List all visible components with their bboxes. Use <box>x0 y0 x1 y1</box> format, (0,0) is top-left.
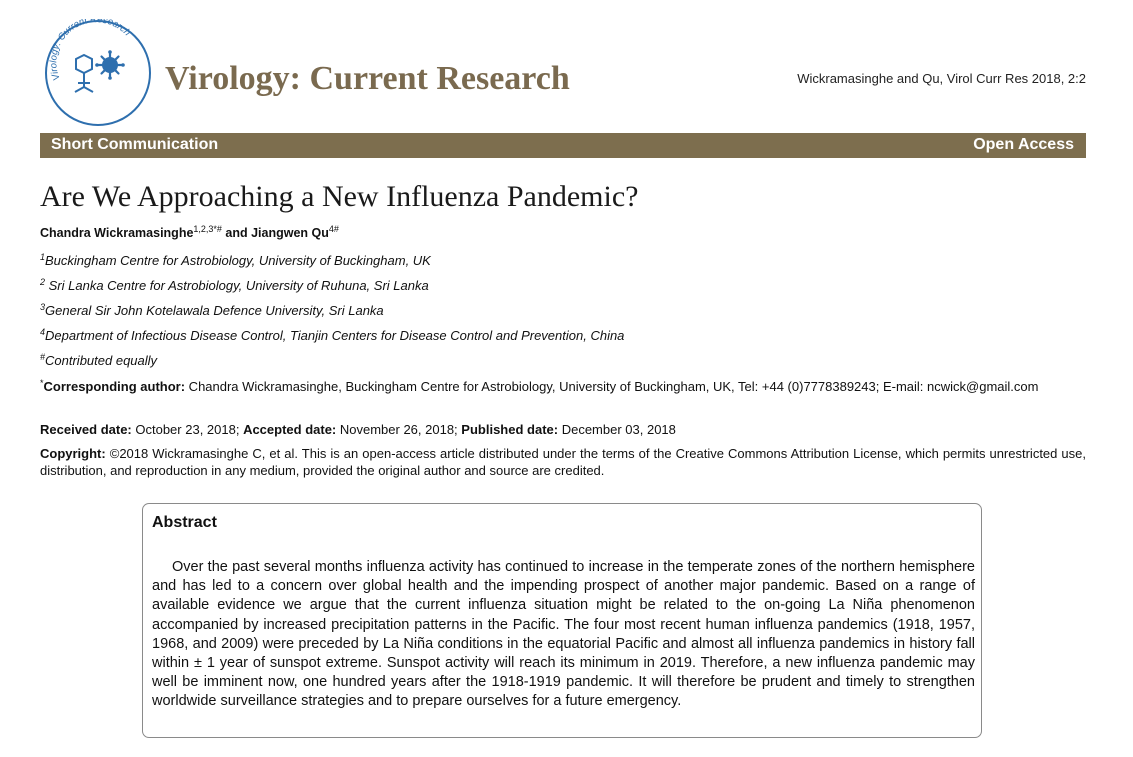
affiliation-text: General Sir John Kotelawala Defence University, Sri Lanka <box>45 303 384 318</box>
virus-logo-icon <box>44 19 152 127</box>
affiliation <box>40 278 429 293</box>
affiliation-text: Sri Lanka Centre for Astrobiology, University of Ruhuna, Sri Lanka <box>45 278 429 293</box>
author-affiliation-marks: 4# <box>328 224 339 234</box>
affiliation-mark: 1 <box>40 252 46 262</box>
logo-text: Virology: Current Research <box>48 19 133 82</box>
affiliation-mark: 4 <box>40 327 46 337</box>
corresponding-mark: * <box>40 378 44 388</box>
accepted-label: Accepted date: <box>243 422 337 437</box>
article-type-bar <box>40 133 1086 158</box>
published-label: Published date: <box>461 422 559 437</box>
author-name[interactable]: Jiangwen Qu <box>251 226 329 240</box>
copyright-text: ©2018 Wickramasinghe C, et al. This is an open-access article distributed under the terms of the Creative Commons Attribution License, which permits unrestricted use, distribution, and reproduction in any medium, provided the original author and source are credited. <box>40 446 1086 478</box>
received-date: October 23, 2018; <box>131 422 244 437</box>
affiliation-text: Buckingham Centre for Astrobiology, University of Buckingham, UK <box>45 253 431 268</box>
article-type-label: Short Communication <box>51 136 219 153</box>
affiliation-mark: 2 <box>40 277 46 287</box>
published-date: December 03, 2018 <box>558 422 676 437</box>
affiliation <box>40 303 384 318</box>
abstract-heading: Abstract <box>152 514 217 531</box>
abstract-box <box>142 503 982 738</box>
contribution-text: Contributed equally <box>45 353 158 368</box>
affiliation-mark: 3 <box>40 302 46 312</box>
corresponding-text: Chandra Wickramasinghe, Buckingham Centre for Astrobiology, University of Buckingham, UK, Tel: +44 (0)7778389243; E-mail: ncwick@gmail.com <box>185 379 1039 394</box>
author-name[interactable]: Chandra Wickramasinghe <box>40 226 194 240</box>
copyright <box>40 445 1086 479</box>
journal-title: Virology: Current Research <box>165 60 570 97</box>
affiliation-text: Department of Infectious Disease Control, Tianjin Centers for Disease Control and Prevention, China <box>45 328 625 343</box>
affiliation <box>40 328 624 343</box>
svg-text:Virology: Current Research <box>48 19 132 82</box>
affiliation <box>40 253 431 268</box>
citation: Wickramasinghe and Qu, Virol Curr Res 2018, 2:2 <box>797 71 1086 86</box>
contribution-note <box>40 353 157 368</box>
author-separator: and <box>221 226 252 240</box>
article-title: Are We Approaching a New Influenza Pandemic? <box>40 180 639 213</box>
author-affiliation-marks: 1,2,3*# <box>193 224 222 234</box>
copyright-label: Copyright: <box>40 446 106 461</box>
received-label: Received date: <box>40 422 132 437</box>
open-access-label: Open Access <box>973 136 1074 153</box>
article-dates <box>40 421 1086 438</box>
corresponding-label: Corresponding author: <box>43 379 186 394</box>
contribution-mark: # <box>40 352 46 362</box>
corresponding-author <box>40 378 1086 395</box>
accepted-date: November 26, 2018; <box>336 422 462 437</box>
journal-logo <box>44 19 152 127</box>
abstract-text: Over the past several months influenza activity has continued to increase in the temperate zones of the northern hemisphere and has led to a concern over global health and the impending prospect of another major pandemic. Based on a range of available evidence we argue that the current influenza situation might be related to the on-going La Niña phenomenon accompanied by increased precipitation patterns in the Pacific. The four most recent human influenza pandemics (1918, 1957, 1968, and 2009) were preceded by La Niña conditions in the equatorial Pacific and almost all influenza pandemics in history fall within ± 1 year of sunspot extreme. Sunspot activity will reach its minimum in 2019. Therefore, a new influenza pandemic may well be imminent now, one hundred years after the 1918-1919 pandemic. It will therefore be prudent and timely to strengthen worldwide surveillance strategies and to prepare ourselves for a future emergency. <box>152 559 975 710</box>
author-list <box>40 226 339 240</box>
